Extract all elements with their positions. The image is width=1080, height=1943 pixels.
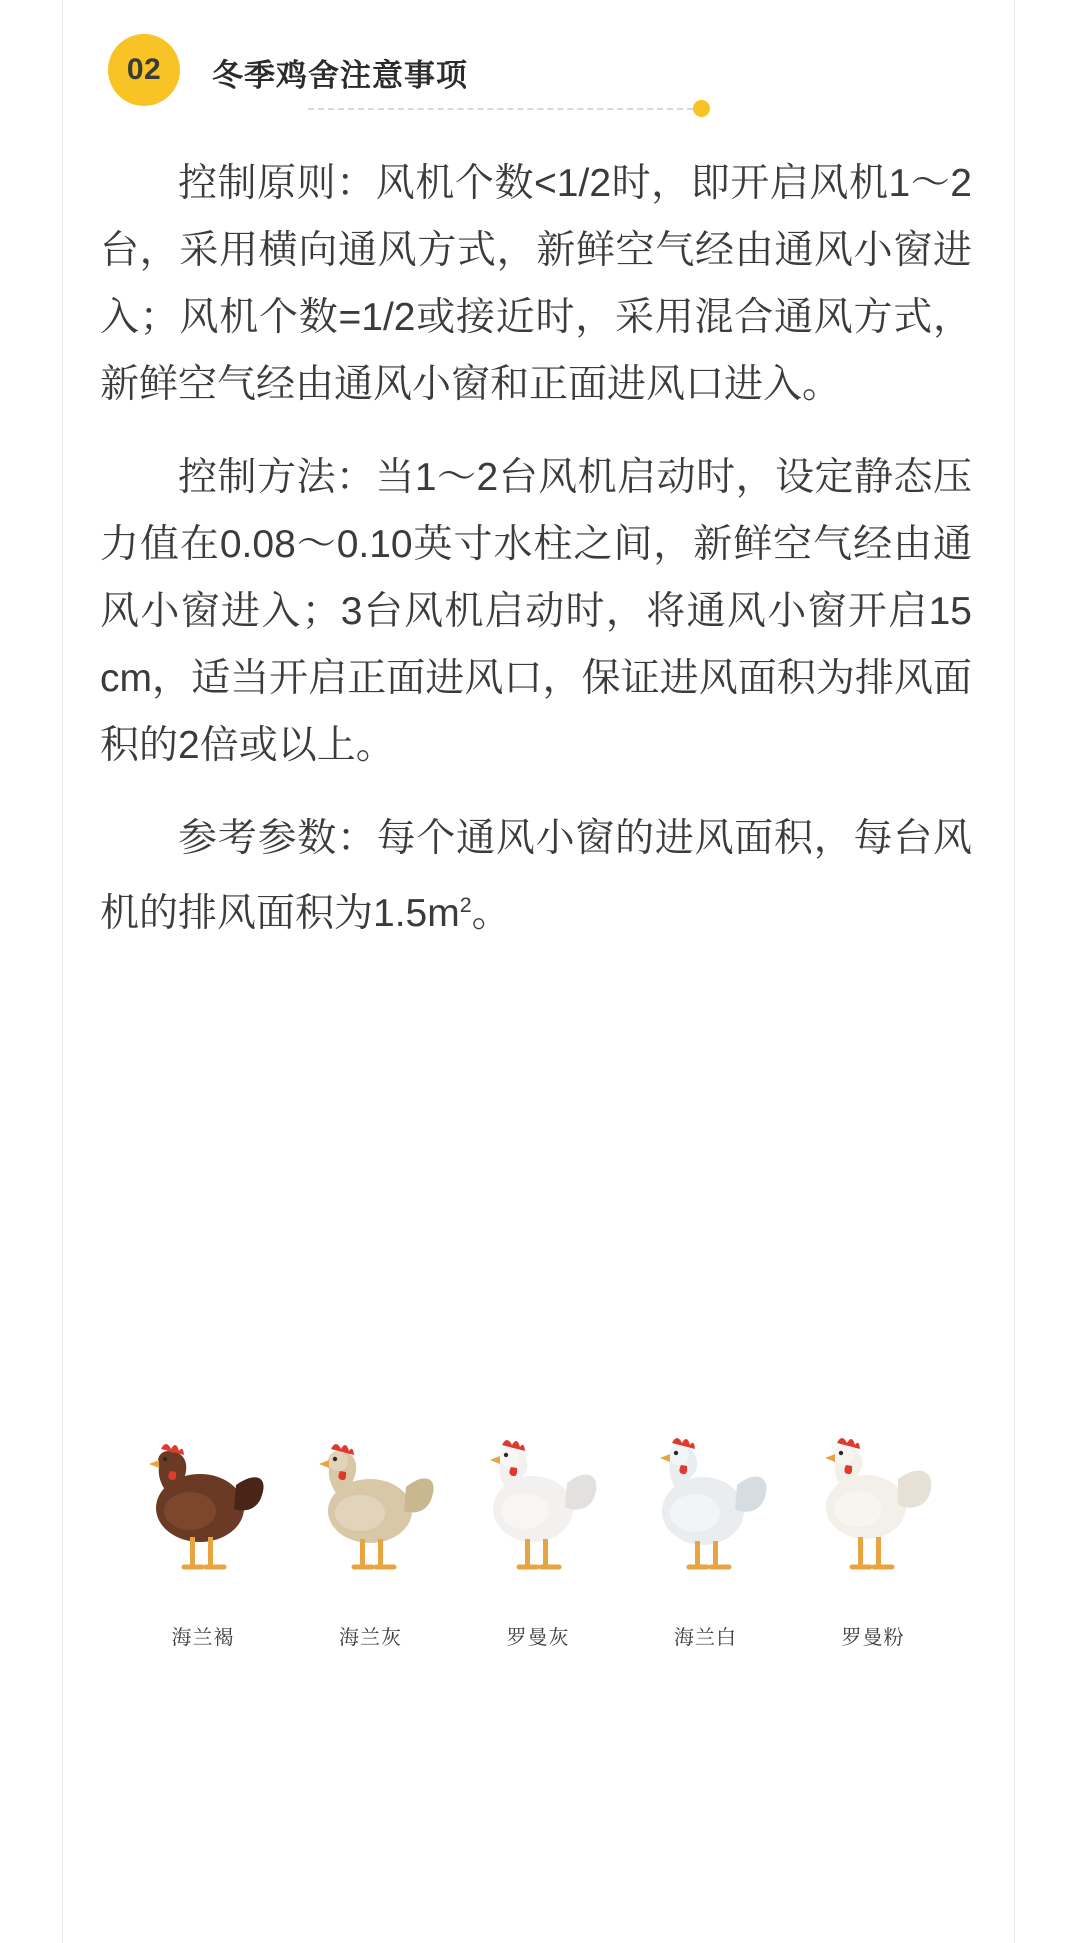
breed-item [798, 1413, 948, 1650]
chicken-icon [631, 1413, 781, 1603]
breed-caption: 罗曼粉 [841, 1627, 905, 1649]
chicken-icon [798, 1413, 948, 1603]
section-number-badge: 02 [108, 34, 180, 106]
chicken-icon [463, 1413, 613, 1603]
body-content [100, 150, 972, 947]
breed-item [631, 1413, 781, 1650]
paragraph-control-method: 控制方法：当1～2台风机启动时，设定静态压力值在0.08～0.10英寸水柱之间，新鲜空气经由通风小窗进入；3台风机启动时，将通风小窗开启15 cm，适当开启正面进风口，保证进风面积为排风面积的2倍或以上。 [100, 456, 972, 767]
left-edge-rule [62, 0, 63, 1943]
paragraph-control-principle: 控制原则：风机个数<1/2时，即开启风机1～2台，采用横向通风方式，新鲜空气经由通风小窗进入；风机个数=1/2或接近时，采用混合通风方式，新鲜空气经由通风小窗和正面进风口进入。 [100, 162, 972, 406]
section-title: 冬季鸡舍注意事项 [212, 58, 468, 93]
chicken-breed-gallery [108, 1400, 968, 1650]
square-meter-exponent: 2 [459, 893, 472, 917]
header-divider-dot [693, 100, 710, 117]
header-dashed-divider [308, 108, 693, 110]
chicken-icon [296, 1413, 446, 1603]
section-header [108, 24, 968, 114]
paragraph-reference-period: 。 [471, 892, 511, 935]
breed-caption: 海兰褐 [171, 1627, 235, 1649]
breed-caption: 海兰白 [674, 1627, 737, 1649]
breed-item [296, 1413, 446, 1650]
breed-item [128, 1413, 278, 1650]
breed-caption: 海兰灰 [339, 1627, 402, 1649]
breed-item [463, 1413, 613, 1650]
paragraph-reference-text: 参考参数：每个通风小窗的进风面积，每台风机的排风面积为1.5m [100, 817, 972, 935]
chicken-icon [128, 1413, 278, 1603]
paragraph-reference-parameters [100, 805, 972, 947]
right-edge-rule [1014, 0, 1015, 1943]
breed-caption: 罗曼灰 [506, 1627, 570, 1649]
